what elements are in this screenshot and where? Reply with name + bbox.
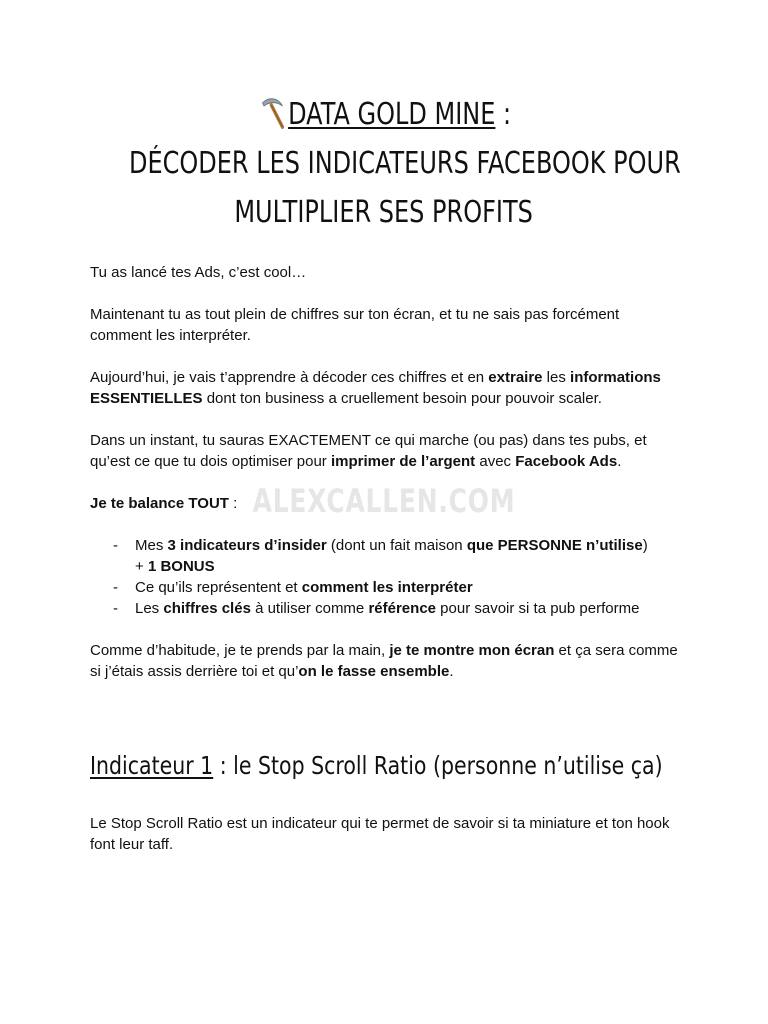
- section-heading-rest: : le Stop Scroll Ratio (personne n’utilise ça): [213, 751, 663, 780]
- bullet-dash: -: [113, 600, 118, 617]
- list-item: - Mes 3 indicateurs d’insider (dont un fait maison que PERSONNE n’utilise) + 1 BONUS: [113, 537, 648, 575]
- section-paragraph: Le Stop Scroll Ratio est un indicateur qui te permet de savoir si ta miniature et ton hook font leur taff.: [90, 815, 670, 853]
- intro-body: [90, 262, 680, 703]
- title-underlined: DATA GOLD MINE: [287, 97, 495, 132]
- section-heading: [90, 746, 710, 786]
- section-heading-underlined: Indicateur 1: [90, 751, 214, 780]
- bullet-list: [90, 535, 680, 619]
- list-item: - Ce qu’ils représentent et comment les interpréter: [113, 579, 473, 596]
- intro-paragraph-4: Dans un instant, tu sauras EXACTEMENT ce qui marche (ou pas) dans tes pubs, et qu’est ce que tu dois optimiser pour imprimer de l’argent avec Facebook Ads.: [90, 432, 647, 470]
- bullet-dash: -: [113, 537, 118, 554]
- title-line-2: DÉCODER LES INDICATEURS FACEBOOK POUR: [128, 146, 681, 181]
- bold-text: imprimer de l’argent: [330, 453, 476, 470]
- intro-paragraph-5: Je te balance TOUT :: [90, 495, 238, 512]
- intro-paragraph-3: Aujourd’hui, je vais t’apprendre à décoder ces chiffres et en extraire les informations ESSENTIELLES dont ton business a cruellement besoin pour pouvoir scaler.: [90, 369, 661, 407]
- list-item: - Les chiffres clés à utiliser comme référence pour savoir si ta pub performe: [113, 600, 640, 617]
- bold-text: extraire: [488, 369, 543, 386]
- bold-text: Facebook Ads: [515, 453, 618, 470]
- pickaxe-icon: [257, 94, 286, 130]
- closing-paragraph: Comme d’habitude, je te prends par la main, je te montre mon écran et ça sera comme si j’étais assis derrière toi et qu’on le fasse ensemble.: [90, 642, 678, 680]
- bold-text: Je te balance TOUT: [90, 495, 229, 512]
- bold-text: informations ESSENTIELLES: [90, 369, 661, 407]
- section-body: [90, 813, 680, 855]
- page-title: [60, 90, 708, 237]
- title-line-1: [60, 90, 708, 139]
- bullet-dash: -: [113, 579, 118, 596]
- title-colon: :: [494, 97, 511, 132]
- intro-paragraph-1: Tu as lancé tes Ads, c’est cool…: [90, 264, 307, 281]
- watermark: ALEXCALLEN.COM: [252, 482, 516, 520]
- title-line-3: MULTIPLIER SES PROFITS: [234, 195, 534, 230]
- intro-paragraph-2: Maintenant tu as tout plein de chiffres sur ton écran, et tu ne sais pas forcément comment les interpréter.: [90, 306, 620, 344]
